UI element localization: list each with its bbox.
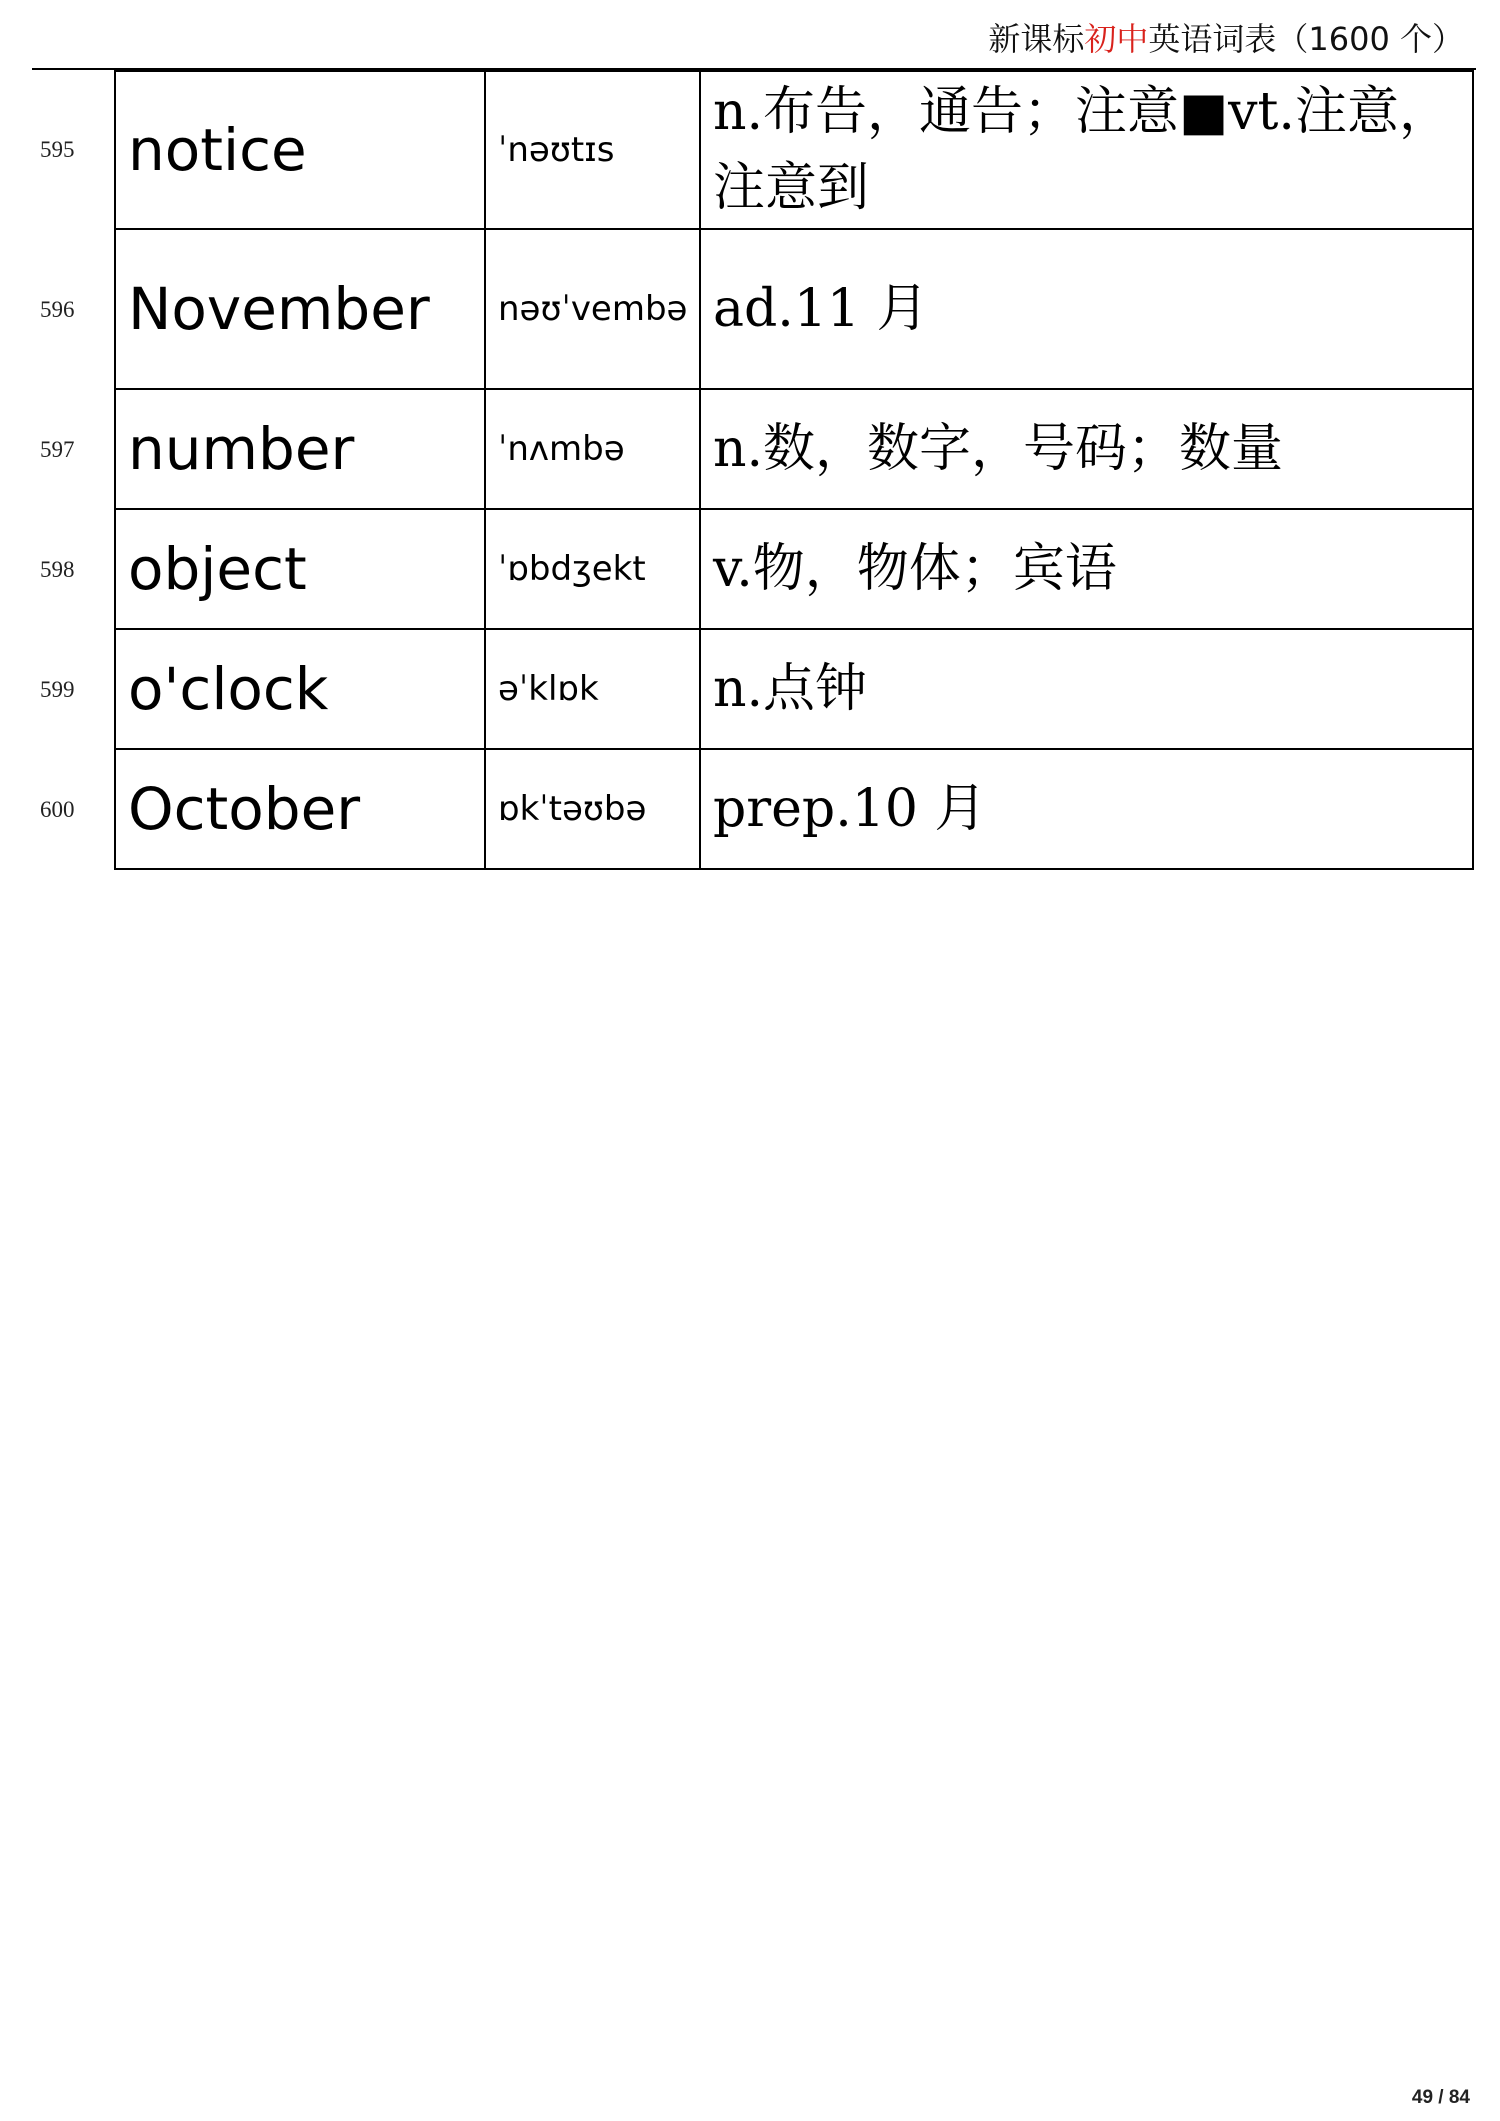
row-number: 597 (40, 437, 75, 462)
word-cell: November (115, 229, 485, 389)
row-number: 598 (40, 557, 75, 582)
definition-cell: prep.10 月 (700, 749, 1473, 869)
ipa-cell: ˈɒbdʒekt (485, 509, 700, 629)
ipa-cell: ˈnəʊtɪs (485, 71, 700, 229)
table-row (115, 629, 1473, 749)
table-row (115, 509, 1473, 629)
header-title-prefix: 新课标 (988, 20, 1085, 58)
ipa-cell: əˈklɒk (485, 629, 700, 749)
header-title-suffix: 英语词表（1600 个） (1148, 20, 1464, 58)
page-indicator: 49 / 84 (1411, 2087, 1470, 2108)
word-cell: number (115, 389, 485, 509)
table-row (115, 749, 1473, 869)
word-cell: notice (115, 71, 485, 229)
row-number: 595 (40, 137, 75, 162)
table-row (115, 71, 1473, 229)
vocabulary-table (114, 70, 1474, 870)
table-row (115, 229, 1473, 389)
header-title-highlight: 初中 (1084, 20, 1149, 58)
definition-cell: ad.11 月 (700, 229, 1473, 389)
table-row (115, 389, 1473, 509)
ipa-cell: ɒkˈtəʊbə (485, 749, 700, 869)
definition-cell: n.布告，通告；注意■vt.注意，注意到 (700, 71, 1473, 229)
definition-cell: n.数，数字，号码；数量 (700, 389, 1473, 509)
page-header-title (988, 14, 1464, 64)
definition-cell: v.物，物体；宾语 (700, 509, 1473, 629)
word-cell: o'clock (115, 629, 485, 749)
ipa-cell: nəʊˈvembə (485, 229, 700, 389)
row-number: 600 (40, 797, 75, 822)
word-cell: object (115, 509, 485, 629)
word-cell: October (115, 749, 485, 869)
definition-cell: n.点钟 (700, 629, 1473, 749)
ipa-cell: ˈnʌmbə (485, 389, 700, 509)
row-number: 599 (40, 677, 75, 702)
row-number: 596 (40, 297, 75, 322)
